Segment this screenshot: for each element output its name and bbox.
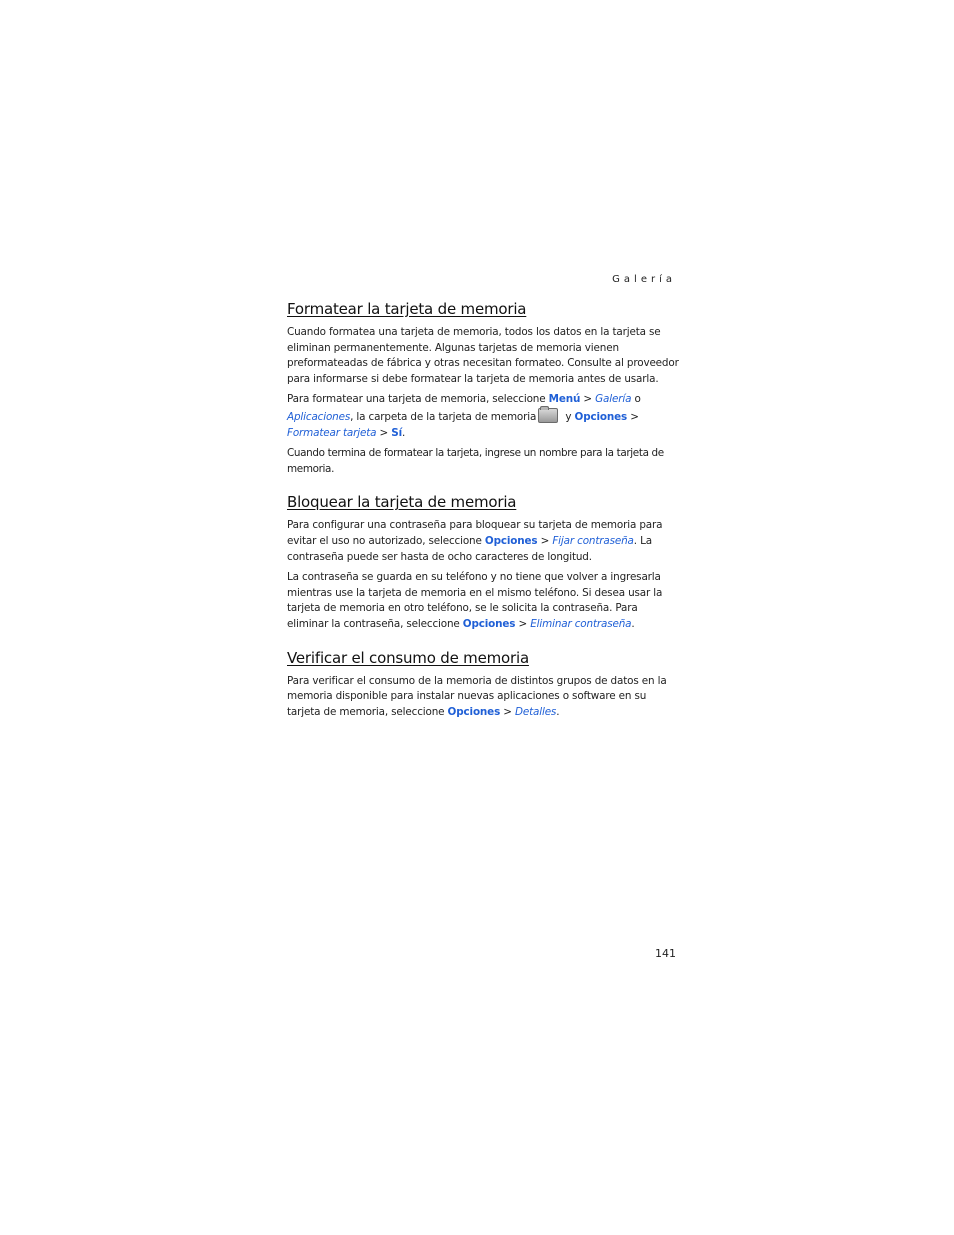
options-keyword: Opciones — [484, 534, 538, 547]
running-header: Galería — [612, 274, 676, 285]
set-password-keyword: Fijar contraseña — [552, 534, 634, 547]
remove-password-keyword: Eliminar contraseña — [530, 617, 632, 630]
paragraph — [287, 518, 679, 565]
text: . — [402, 426, 406, 439]
separator: > — [580, 393, 596, 406]
paragraph: Cuando formatea una tarjeta de memoria, todos los datos en la tarjeta se eliminan permanentemente. Algunas tarjetas de memoria vienen preformateadas de fábrica y otras necesitan formateo. Consulte al proveedor para informarse si debe formatear la tarjeta de memoria antes de usarla. — [287, 326, 679, 385]
paragraph — [287, 392, 679, 441]
section-lock-card — [287, 491, 679, 632]
text: Para formatear una tarjeta de memoria, seleccione — [287, 393, 549, 406]
separator: > — [627, 410, 639, 423]
separator: > — [515, 617, 531, 630]
paragraph — [287, 674, 679, 721]
text: . La contraseña puede ser hasta de ocho caracteres de longitud. — [287, 534, 652, 563]
separator: > — [537, 534, 553, 547]
text: o — [631, 393, 641, 406]
text: . — [556, 705, 560, 718]
yes-keyword: Sí — [391, 426, 403, 439]
memory-card-folder-icon — [538, 408, 558, 423]
options-keyword: Opciones — [462, 617, 516, 630]
section-format-card — [287, 298, 679, 477]
options-keyword: Opciones — [574, 410, 628, 423]
text: y — [562, 410, 575, 423]
section-title: Formatear la tarjeta de memoria — [287, 300, 527, 318]
text: Para verificar el consumo de la memoria de distintos grupos de datos en la memoria disponible para instalar nuevas aplicaciones o software en su tarjeta de memoria, seleccione — [287, 674, 667, 718]
paragraph: Cuando termina de formatear la tarjeta, ingrese un nombre para la tarjeta de memoria. — [287, 447, 664, 475]
text: La contraseña se guarda en su teléfono y no tiene que volver a ingresarla mientras use la tarjeta de memoria en el mismo teléfono. Si desea usar la tarjeta de memoria en otro teléfono, se le solicita la contraseña. Para eliminar la contraseña, seleccione — [287, 571, 663, 630]
section-title: Verificar el consumo de memoria — [287, 648, 529, 667]
section-title: Bloquear la tarjeta de memoria — [287, 493, 517, 512]
text: Para configurar una contraseña para bloquear su tarjeta de memoria para evitar el uso no autorizado, seleccione — [287, 519, 663, 547]
separator: > — [500, 705, 515, 718]
details-keyword: Detalles — [514, 705, 557, 718]
format-card-keyword: Formatear tarjeta — [287, 426, 377, 439]
separator: > — [376, 426, 392, 439]
applications-keyword: Aplicaciones — [287, 410, 351, 423]
options-keyword: Opciones — [447, 705, 501, 718]
page-content — [287, 298, 679, 734]
gallery-keyword: Galería — [595, 393, 632, 406]
page-number: 141 — [655, 947, 676, 960]
section-memory-usage — [287, 647, 679, 721]
paragraph — [287, 570, 679, 632]
text: . — [631, 617, 635, 630]
text: , la carpeta de la tarjeta de memoria — [350, 410, 537, 423]
menu-keyword: Menú — [548, 393, 581, 406]
